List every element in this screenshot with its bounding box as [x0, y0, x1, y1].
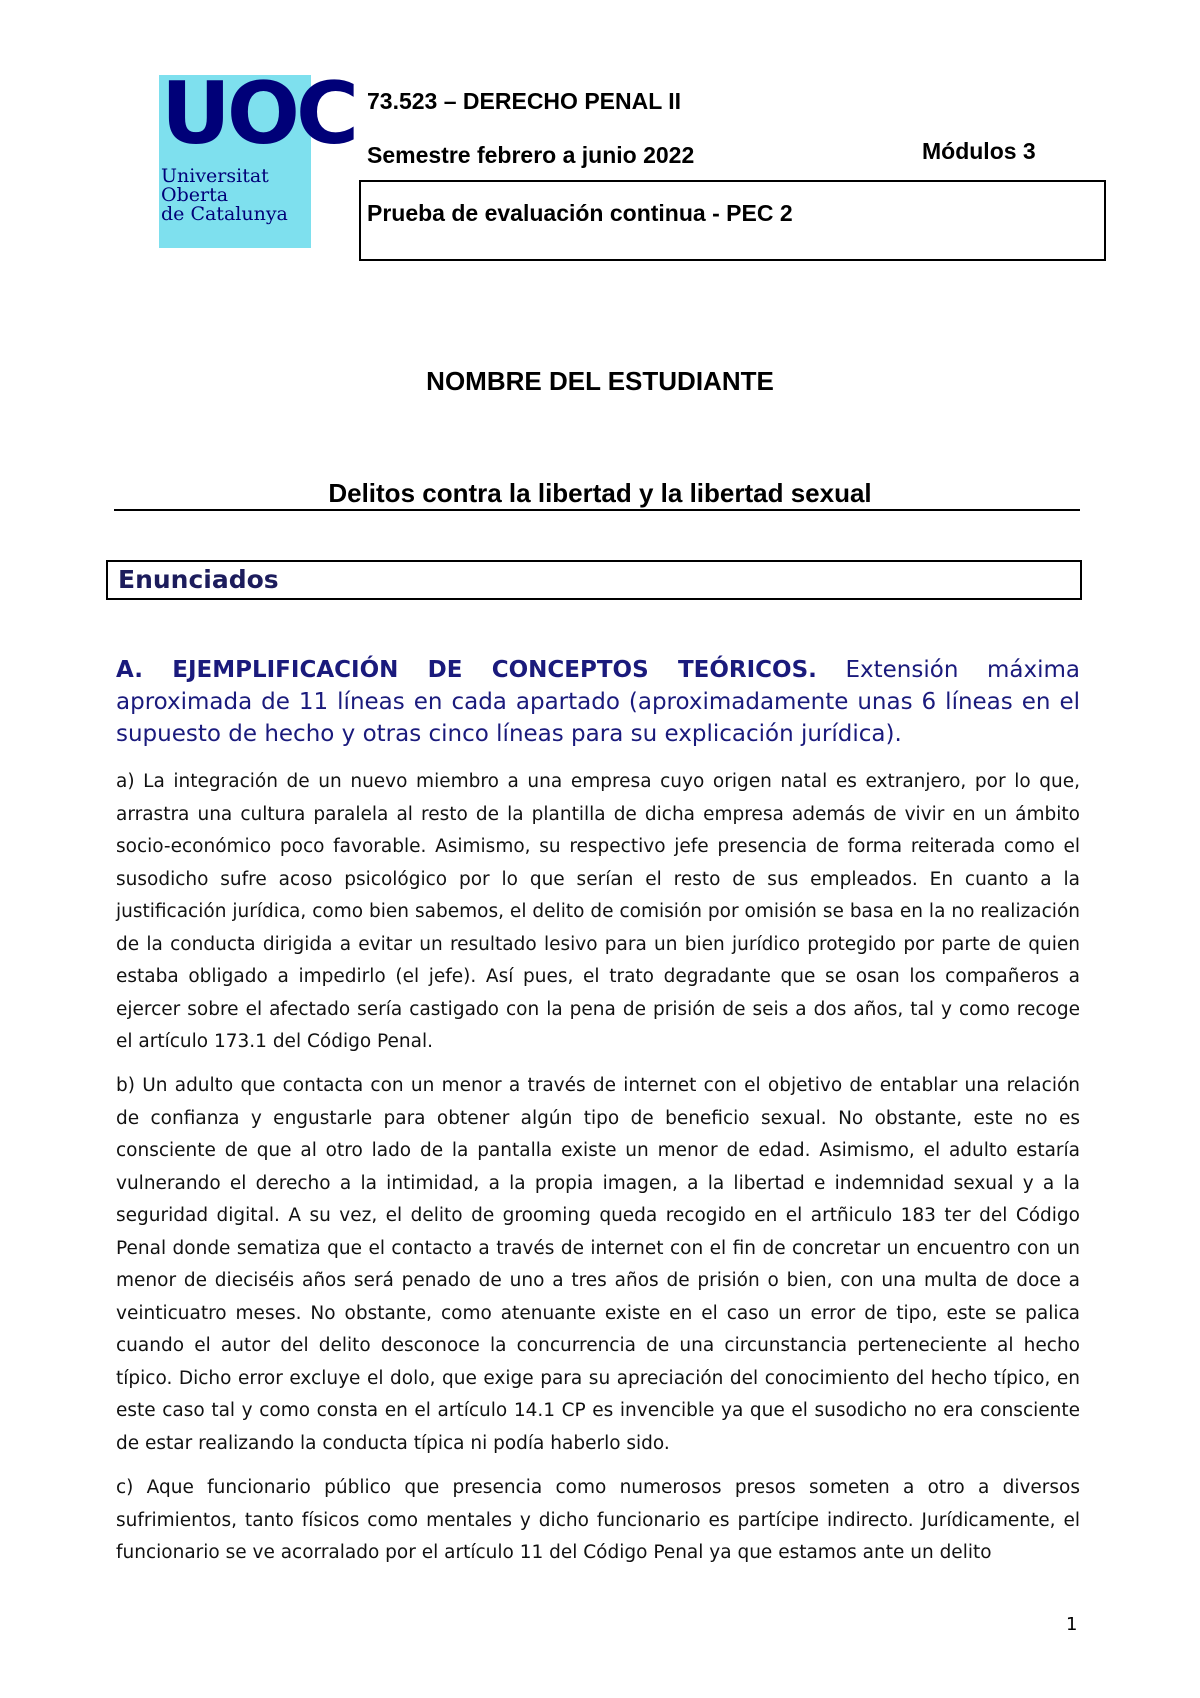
- logo-background: [159, 64, 356, 248]
- logo-letters: UOC: [161, 64, 356, 164]
- semester-label: Semestre febrero a junio 2022: [367, 142, 695, 168]
- logo-name-line1: Universitat: [161, 165, 269, 187]
- enunciados-label: Enunciados: [118, 565, 279, 594]
- logo-name: [161, 167, 288, 224]
- section-a-instructions: Extensión máxima aproximada de 11 líneas en cada apartado (aproximadamente unas 6 líneas en el supuesto de hecho y otras cinco líneas para su explicación jurídica).: [116, 657, 1080, 747]
- topic-divider: [114, 509, 1080, 511]
- course-title: 73.523 – DERECHO PENAL II: [367, 88, 682, 114]
- topic-title: Delitos contra la libertad y la libertad sexual: [328, 478, 872, 508]
- enunciados-box: [106, 560, 1082, 600]
- modules-label: Módulos 3: [922, 138, 1036, 164]
- logo-name-line2: Oberta: [161, 184, 229, 206]
- pec-box: [359, 180, 1106, 261]
- logo-name-line3: de Catalunya: [161, 203, 288, 225]
- page-number: 1: [1066, 1614, 1078, 1635]
- student-name: NOMBRE DEL ESTUDIANTE: [426, 366, 774, 396]
- section-a: [116, 654, 1080, 750]
- paragraph-c: c) Aque funcionario público que presencia como numerosos presos someten a otro a diversos sufrimientos, tanto físicos como mentales y dicho funcionario es partícipe indirecto. Jurídicamente, el funcionario se ve acorralado por el artículo 11 del Código Penal ya que estamos ante un delito: [116, 1477, 1080, 1563]
- uoc-logo: [159, 64, 356, 250]
- section-a-heading: A. EJEMPLIFICACIÓN DE CONCEPTOS TEÓRICOS.: [116, 657, 817, 683]
- paragraph-b: b) Un adulto que contacta con un menor a través de internet con el objetivo de entablar una relación de confianza y engustarle para obtener algún tipo de beneficio sexual. No obstante, este no es consciente de que al otro lado de la pantalla existe un menor de edad. Asimismo, el adulto estaría vulnerando el derecho a la intimidad, a la propia imagen, a la libertad e indemnidad sexual y a la seguridad digital. A su vez, el delito de grooming queda recogido en el artñiculo 183 ter del Código Penal donde sematiza que el contacto a través de internet con el fin de concretar un encuentro con un menor de dieciséis años será penado de uno a tres años de prisión o bien, con una multa de doce a veinticuatro meses. No obstante, como atenuante existe en el caso un error de tipo, este se palica cuando el autor del delito desconoce la concurrencia de una circunstancia perteneciente al hecho típico. Dicho error excluye el dolo, que exige para su apreciación del conocimiento del hecho típico, en este caso tal y como consta en el artículo 14.1 CP es invencible ya que el susodicho no era consciente de estar realizando la conducta típica ni podía haberlo sido.: [116, 1075, 1080, 1454]
- pec-title: Prueba de evaluación continua - PEC 2: [367, 200, 793, 226]
- paragraph-a: a) La integración de un nuevo miembro a una empresa cuyo origen natal es extranjero, por lo que, arrastra una cultura paralela al resto de la plantilla de dicha empresa además de vivir en un ámbito socio-económico poco favorable. Asimismo, su respectivo jefe presencia de forma reiterada como el susodicho sufre acoso psicológico por lo que serían el resto de sus empleados. En cuanto a la justificación jurídica, como bien sabemos, el delito de comisión por omisión se basa en la no realización de la conducta dirigida a evitar un resultado lesivo para un bien jurídico protegido por parte de quien estaba obligado a impedirlo (el jefe). Así pues, el trato degradante que se osan los compañeros a ejercer sobre el afectado sería castigado con la pena de prisión de seis a dos años, tal y como recoge el artículo 173.1 del Código Penal.: [116, 771, 1080, 1052]
